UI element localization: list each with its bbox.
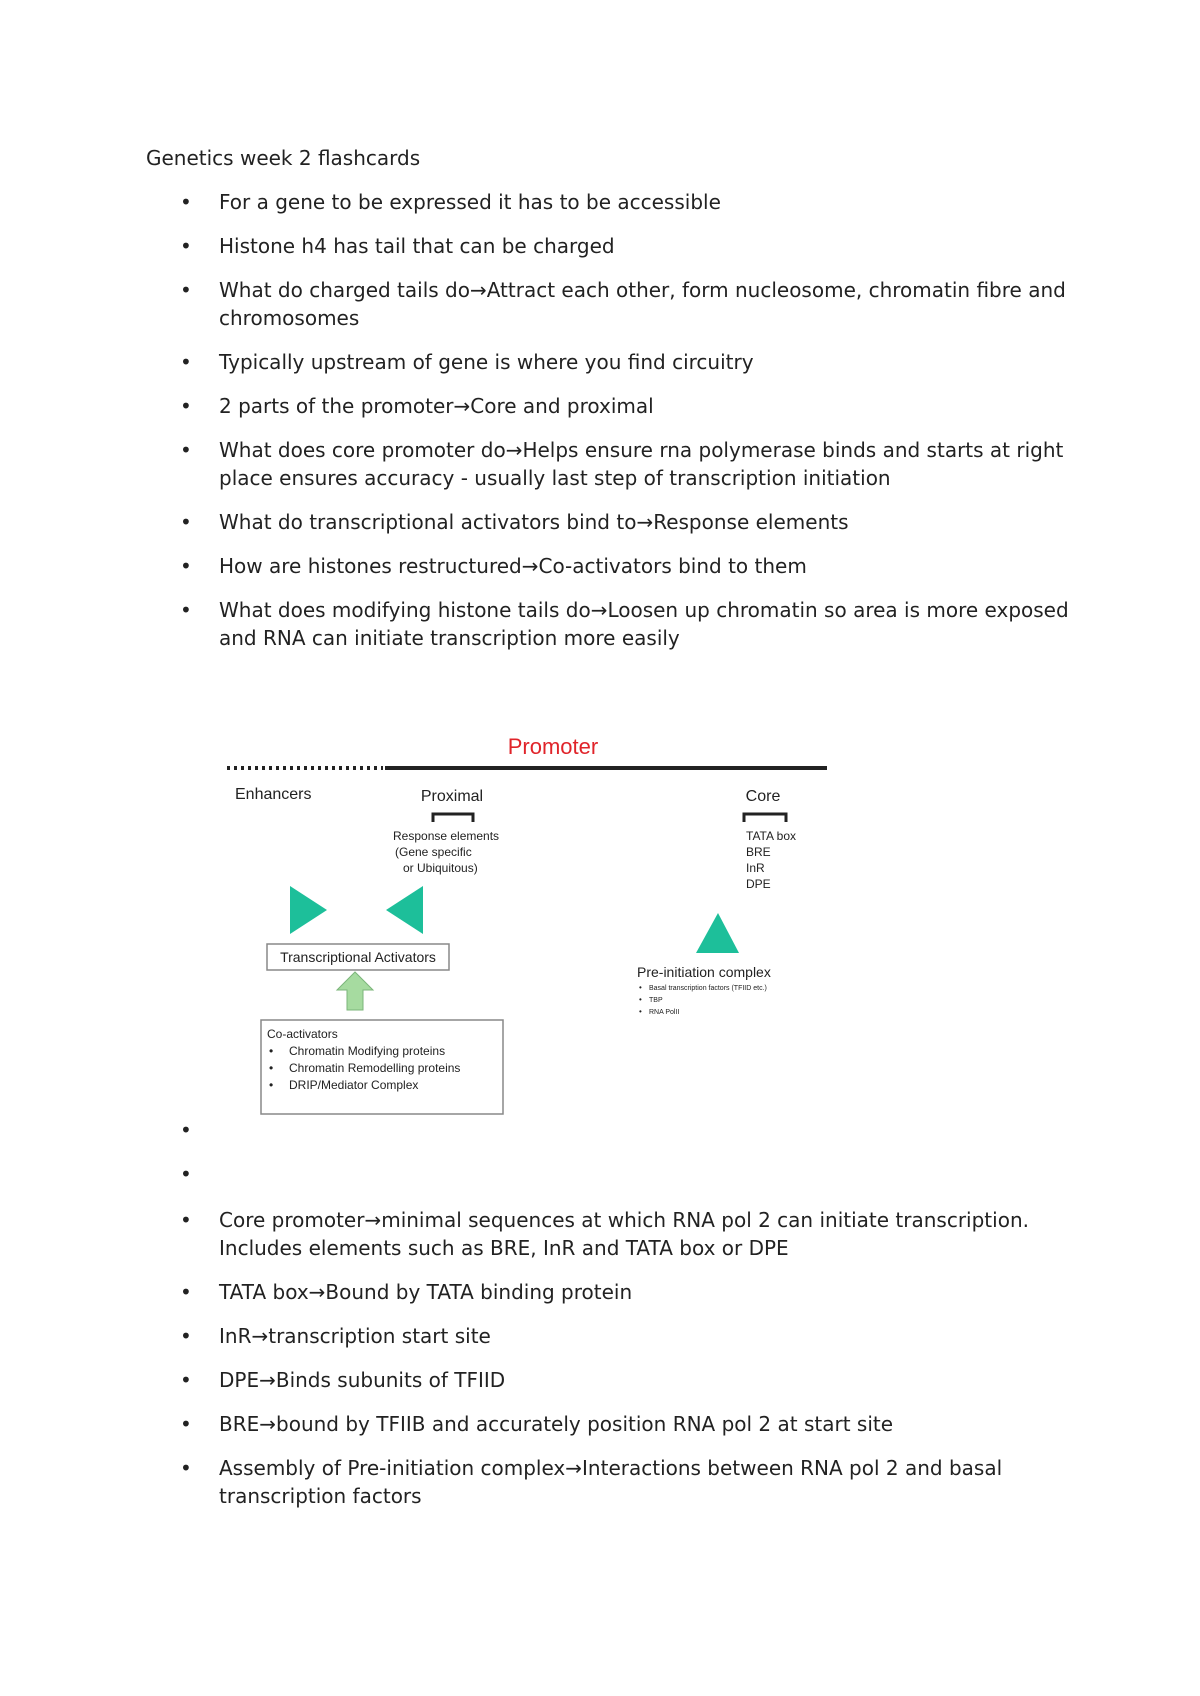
- list-item: • TATA box→Bound by TATA binding protein: [146, 1278, 1076, 1306]
- activators-label: Transcriptional Activators: [280, 949, 436, 965]
- core-element: TATA box: [746, 829, 797, 843]
- list-item: • Histone h4 has tail that can be charged: [146, 232, 1076, 260]
- list-item: • For a gene to be expressed it has to be accessible: [146, 188, 1076, 216]
- coactivator-bullet-icon: •: [269, 1078, 274, 1092]
- coactivators-title: Co-activators: [267, 1027, 338, 1041]
- coactivator-item: DRIP/Mediator Complex: [289, 1078, 419, 1092]
- list-item: • Core promoter→minimal sequences at which RNA pol 2 can initiate transcription. Includes elements such as BRE, InR and TATA box or DPE: [146, 1206, 1076, 1262]
- core-element: BRE: [746, 845, 771, 859]
- list-item-empty: [146, 1160, 1076, 1188]
- enhancers-label: Enhancers: [235, 786, 312, 803]
- list-item: • DPE→Binds subunits of TFIID: [146, 1366, 1076, 1394]
- enhancer-triangle-icon: [290, 886, 327, 934]
- pic-title: Pre-initiation complex: [637, 964, 771, 980]
- list-item: • How are histones restructured→Co-activators bind to them: [146, 552, 1076, 580]
- list-item-empty: [146, 1116, 1076, 1144]
- up-arrow-icon: [337, 972, 373, 1010]
- response-element-triangle-icon: [386, 886, 423, 934]
- pic-item: TBP: [649, 997, 663, 1004]
- list-item: • What do charged tails do→Attract each other, form nucleosome, chromatin fibre and chromosomes: [146, 276, 1076, 332]
- list-item: • Assembly of Pre-initiation complex→Interactions between RNA pol 2 and basal transcription factors: [146, 1454, 1076, 1510]
- core-triangle-icon: [696, 913, 739, 953]
- list-item: • What do transcriptional activators bind to→Response elements: [146, 508, 1076, 536]
- list-item: • BRE→bound by TFIIB and accurately position RNA pol 2 at start site: [146, 1410, 1076, 1438]
- list-item: • What does core promoter do→Helps ensure rna polymerase binds and starts at right place ensures accuracy - usually last step of transcription initiation: [146, 436, 1076, 492]
- flashcard-list-top: [146, 188, 1076, 668]
- core-bracket: [744, 814, 786, 822]
- page-title: Genetics week 2 flashcards: [146, 146, 421, 170]
- response-elements-line: Response elements: [393, 829, 500, 843]
- response-elements-line: or Ubiquitous): [403, 861, 478, 875]
- promoter-label: Promoter: [507, 734, 599, 759]
- pic-bullet-icon: •: [639, 995, 642, 1004]
- pic-bullet-icon: •: [639, 1007, 642, 1016]
- coactivator-bullet-icon: •: [269, 1044, 274, 1058]
- core-label: Core: [745, 788, 781, 805]
- core-element: DPE: [746, 877, 771, 891]
- coactivator-item: Chromatin Modifying proteins: [289, 1044, 446, 1058]
- response-elements-line: (Gene specific: [395, 845, 472, 859]
- coactivator-item: Chromatin Remodelling proteins: [289, 1061, 461, 1075]
- core-element: InR: [746, 861, 765, 875]
- pic-item: RNA PolII: [649, 1009, 680, 1016]
- promoter-diagram: [215, 728, 895, 1128]
- proximal-label: Proximal: [420, 788, 484, 805]
- empty-bullet-list: [146, 1116, 1076, 1204]
- pic-item: Basal transcription factors (TFIID etc.): [649, 985, 767, 992]
- list-item: • Typically upstream of gene is where you find circuitry: [146, 348, 1076, 376]
- proximal-bracket: [433, 814, 473, 822]
- pic-bullet-icon: •: [639, 983, 642, 992]
- flashcard-list-bottom: [146, 1206, 1076, 1526]
- list-item: • What does modifying histone tails do→Loosen up chromatin so area is more exposed and RNA can initiate transcription more easily: [146, 596, 1076, 652]
- coactivator-bullet-icon: •: [269, 1061, 274, 1075]
- list-item: • InR→transcription start site: [146, 1322, 1076, 1350]
- list-item: • 2 parts of the promoter→Core and proximal: [146, 392, 1076, 420]
